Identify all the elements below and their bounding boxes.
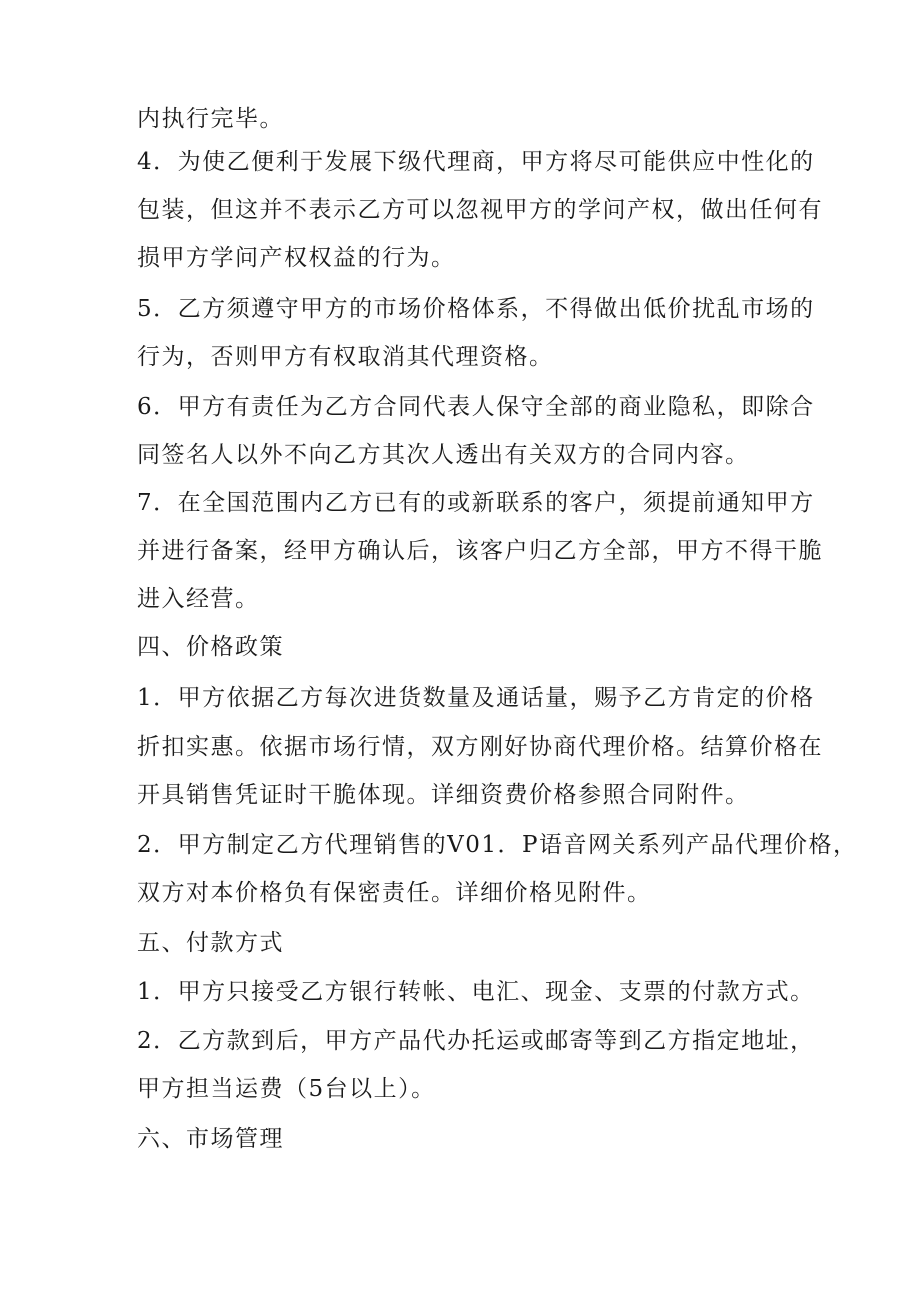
section-heading-price-policy: 四、价格政策 [137, 634, 284, 660]
paragraph-line: 7．在全国范围内乙方已有的或新联系的客户，须提前通知甲方 [137, 490, 815, 516]
paragraph-line: 1．甲方只接受乙方银行转帐、电汇、现金、支票的付款方式。 [137, 979, 815, 1005]
paragraph-line: 开具销售凭证时干脆体现。详细资费价格参照合同附件。 [137, 782, 750, 808]
paragraph-line: 并进行备案，经甲方确认后，该客户归乙方全部，甲方不得干脆 [137, 538, 823, 564]
section-heading-payment-method: 五、付款方式 [137, 930, 284, 956]
paragraph-line: 包装，但这并不表示乙方可以忽视甲方的学问产权，做出任何有 [137, 197, 823, 223]
paragraph-line: 2．乙方款到后，甲方产品代办托运或邮寄等到乙方指定地址， [137, 1028, 815, 1054]
paragraph-line: 损甲方学问产权权益的行为。 [137, 245, 456, 271]
section-heading-market-management: 六、市场管理 [137, 1126, 284, 1152]
paragraph-line: 4．为使乙便利于发展下级代理商，甲方将尽可能供应中性化的 [137, 149, 815, 175]
paragraph-line: 同签名人以外不向乙方其次人透出有关双方的合同内容。 [137, 442, 750, 468]
paragraph-line: 行为，否则甲方有权取消其代理资格。 [137, 344, 554, 370]
paragraph-line: 折扣实惠。依据市场行情，双方刚好协商代理价格。结算价格在 [137, 734, 823, 760]
paragraph-line: 甲方担当运费（5台以上）。 [137, 1076, 436, 1102]
paragraph-line: 2．甲方制定乙方代理销售的V01．P语音网关系列产品代理价格， [137, 832, 858, 858]
paragraph-line: 5．乙方须遵守甲方的市场价格体系，不得做出低价扰乱市场的 [137, 296, 815, 322]
paragraph-line: 进入经营。 [137, 586, 260, 612]
paragraph-line: 双方对本价格负有保密责任。详细价格见附件。 [137, 880, 652, 906]
paragraph-line: 内执行完毕。 [137, 106, 284, 132]
paragraph-line: 1．甲方依据乙方每次进货数量及通话量，赐予乙方肯定的价格 [137, 685, 815, 711]
paragraph-line: 6．甲方有责任为乙方合同代表人保守全部的商业隐私，即除合 [137, 394, 815, 420]
